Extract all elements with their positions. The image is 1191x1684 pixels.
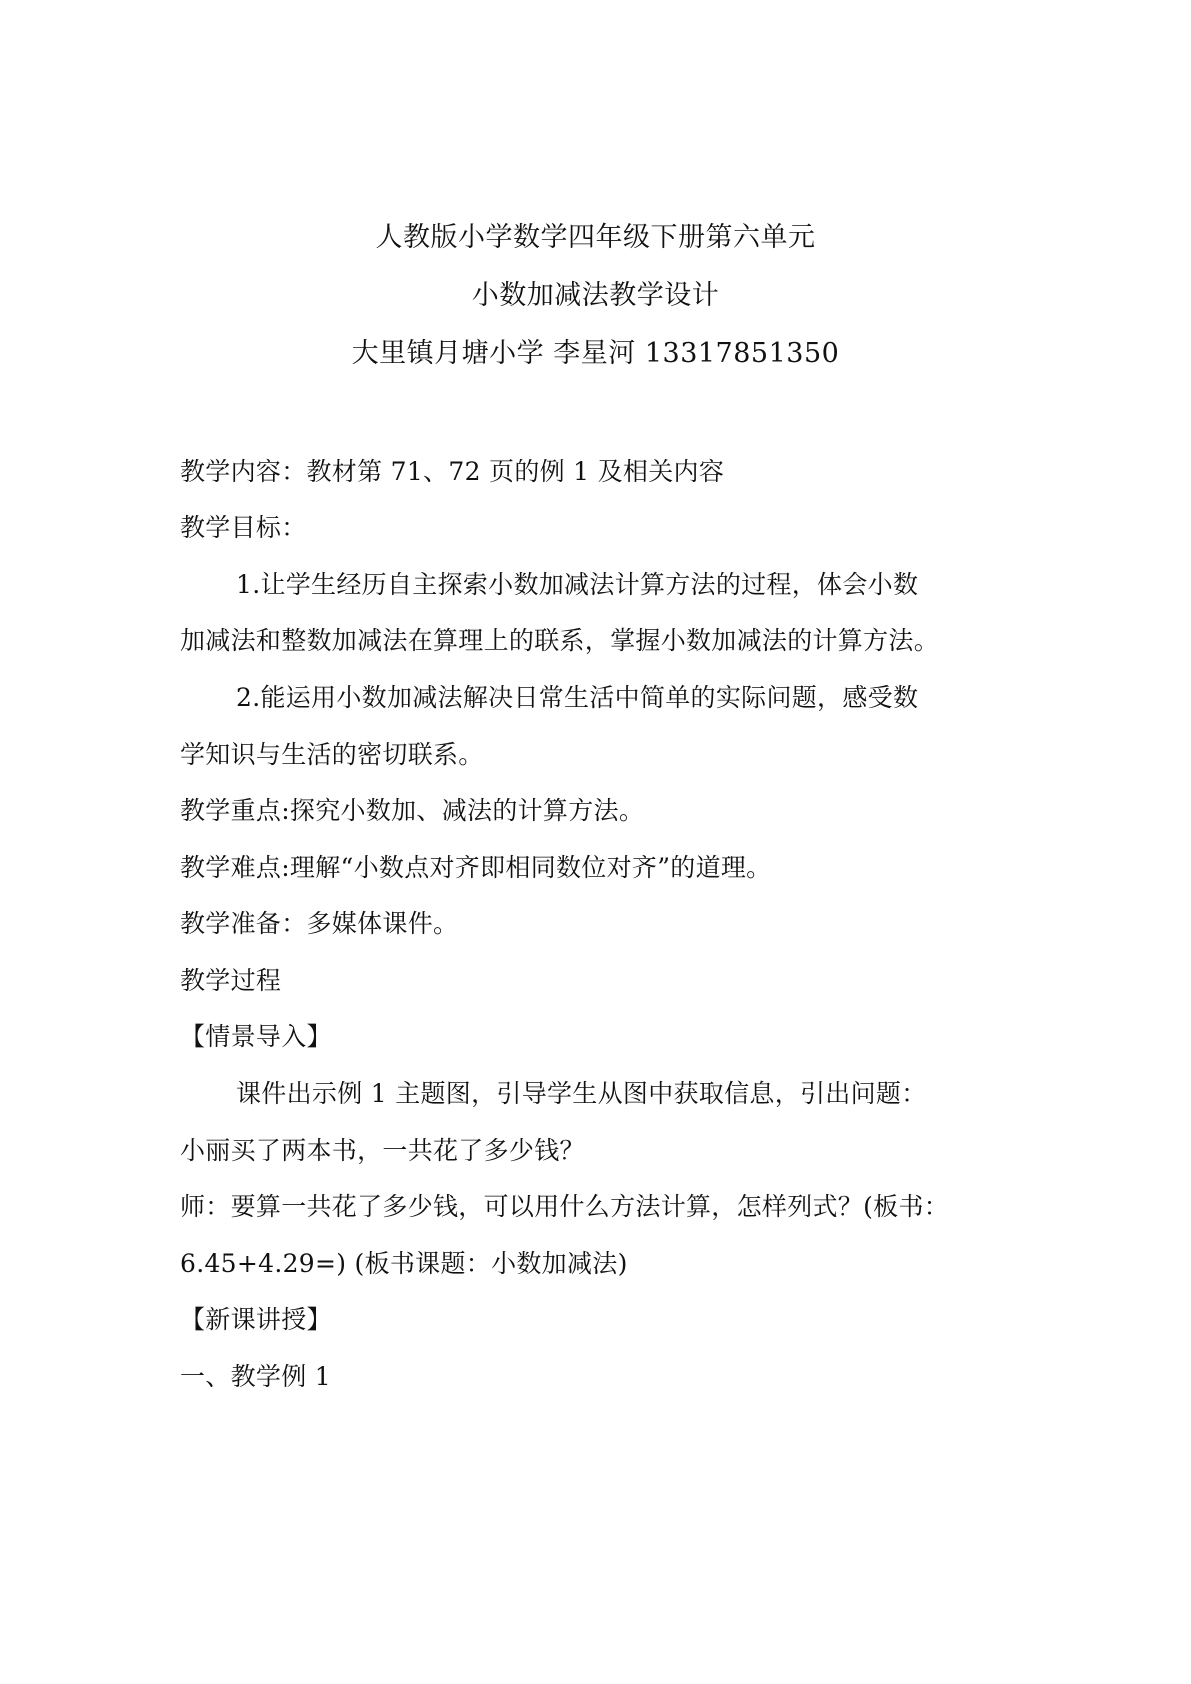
section-new-lesson-heading: 【新课讲授】 (180, 1305, 332, 1334)
teacher-line-1: 师：要算一共花了多少钱，可以用什么方法计算，怎样列式？(板书： (180, 1192, 950, 1221)
teacher-line-2: 6.45+4.29=) (板书课题：小数加减法) (180, 1249, 628, 1278)
document-subtitle: 小数加减法教学设计 (471, 280, 720, 311)
goal-1-line-1: 1.让学生经历自主探索小数加减法计算方法的过程，体会小数 (236, 570, 919, 599)
document-title: 人教版小学数学四年级下册第六单元 (375, 222, 816, 253)
difficulties: 教学难点:理解“小数点对齐即相同数位对齐”的道理。 (180, 853, 772, 882)
goal-2-line-2: 学知识与生活的密切联系。 (180, 740, 484, 769)
intro-line-1: 课件出示例 1 主题图，引导学生从图中获取信息，引出问题： (236, 1079, 927, 1108)
goals-heading: 教学目标： (180, 513, 307, 542)
key-points: 教学重点:探究小数加、减法的计算方法。 (180, 796, 645, 825)
goal-2-line-1: 2.能运用小数加减法解决日常生活中简单的实际问题，感受数 (236, 683, 919, 712)
process-heading: 教学过程 (180, 966, 282, 995)
intro-line-2: 小丽买了两本书，一共花了多少钱？ (180, 1136, 585, 1165)
preparation: 教学准备：多媒体课件。 (180, 909, 459, 938)
part-1-heading: 一、教学例 1 (180, 1362, 331, 1391)
author-line: 大里镇月塘小学 李星河 13317851350 (351, 338, 840, 369)
section-intro-heading: 【情景导入】 (180, 1022, 332, 1051)
teaching-content: 教学内容：教材第 71、72 页的例 1 及相关内容 (180, 457, 725, 486)
goal-1-line-2: 加减法和整数加减法在算理上的联系，掌握小数加减法的计算方法。 (180, 626, 940, 655)
